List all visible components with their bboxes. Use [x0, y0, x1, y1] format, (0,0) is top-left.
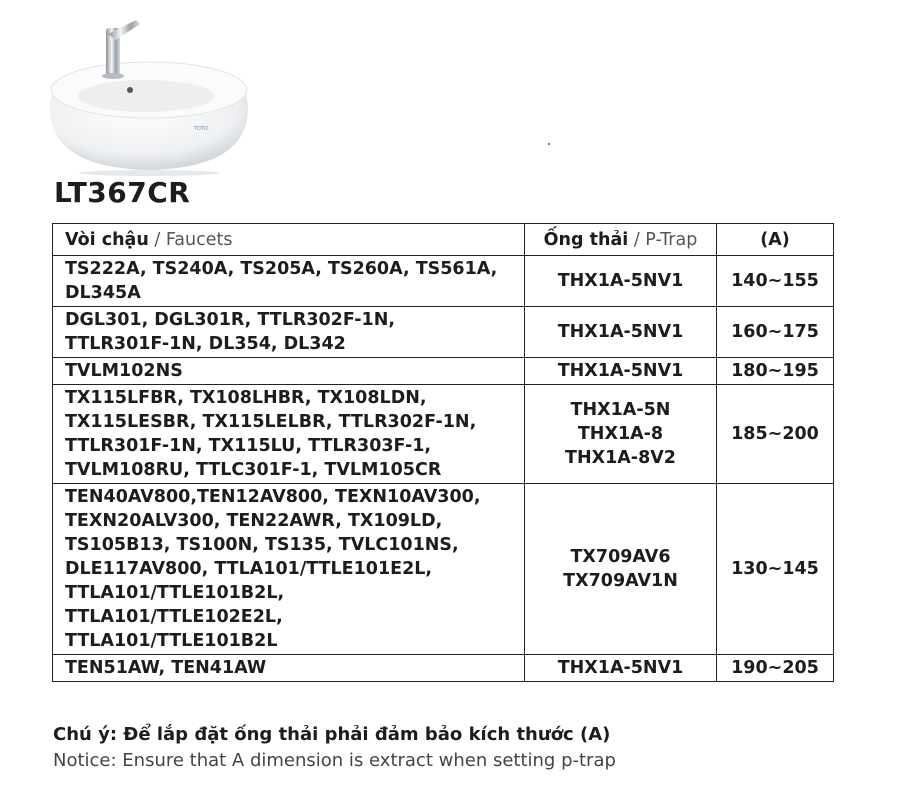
faucet-models-cell-line: TVLM102NS	[65, 361, 183, 381]
notice-english: Notice: Ensure that A dimension is extract when setting p-trap	[53, 750, 616, 771]
faucet-models-cell	[53, 358, 525, 385]
dimension-cell: 190~205	[717, 655, 834, 682]
header-dimension: (A)	[717, 224, 834, 256]
ptrap-cell	[525, 256, 717, 307]
ptrap-cell-line: TX709AV6	[570, 547, 671, 567]
table-row	[53, 655, 834, 682]
header-faucets: Vòi chậu / Faucets	[53, 224, 525, 256]
faucet-models-cell-line: TS222A, TS240A, TS205A, TS260A, TS561A,	[65, 259, 498, 279]
table-row	[53, 307, 834, 358]
faucet-models-cell	[53, 385, 525, 484]
header-ptrap: Ống thải / P-Trap	[525, 224, 717, 256]
ptrap-cell-line: THX1A-5NV1	[557, 322, 684, 342]
faucet-models-cell-line: TVLM108RU, TTLC301F-1, TVLM105CR	[65, 460, 442, 480]
notice-vietnamese: Chú ý: Để lắp đặt ống thải phải đảm bảo kích thước (A)	[53, 724, 611, 745]
faucet-models-cell	[53, 484, 525, 655]
faucet-models-cell-line: DL345A	[65, 283, 141, 303]
faucet-models-cell	[53, 655, 525, 682]
dimension-cell: 130~145	[717, 484, 834, 655]
model-title: LT367CR	[54, 176, 191, 209]
faucet-models-cell-line: TS105B13, TS100N, TS135, TVLC101NS,	[65, 535, 459, 555]
faucet-models-cell-line: DLE117AV800, TTLA101/TTLE101E2L,	[65, 559, 433, 579]
ptrap-cell	[525, 385, 717, 484]
faucet-models-cell-line: TTLR301F-1N, DL354, DL342	[65, 334, 346, 354]
stray-dot	[548, 143, 550, 145]
ptrap-cell	[525, 307, 717, 358]
ptrap-cell-line: THX1A-8V2	[565, 448, 676, 468]
ptrap-cell	[525, 484, 717, 655]
faucet-models-cell-line: TTLR301F-1N, TX115LU, TTLR303F-1,	[65, 436, 432, 456]
table-header-row	[53, 224, 834, 256]
ptrap-cell-line: THX1A-5NV1	[557, 361, 684, 381]
faucet-models-cell-line: TEN51AW, TEN41AW	[65, 658, 267, 678]
table-row	[53, 256, 834, 307]
ptrap-cell-line: THX1A-5NV1	[557, 271, 684, 291]
faucet-models-cell-line: TX115LFBR, TX108LHBR, TX108LDN,	[65, 388, 427, 408]
faucet-models-cell	[53, 307, 525, 358]
ptrap-cell-line: THX1A-8	[577, 424, 664, 444]
ptrap-cell	[525, 358, 717, 385]
washbasin-with-faucet-icon	[46, 18, 251, 176]
dimension-cell: 160~175	[717, 307, 834, 358]
dimension-cell: 185~200	[717, 385, 834, 484]
table-row	[53, 358, 834, 385]
ptrap-cell-line: THX1A-5NV1	[557, 658, 684, 678]
dimension-cell: 140~155	[717, 256, 834, 307]
dimension-cell: 180~195	[717, 358, 834, 385]
faucet-models-cell-line: TX115LESBR, TX115LELBR, TTLR302F-1N,	[65, 412, 477, 432]
compatibility-table	[52, 223, 834, 682]
ptrap-cell-line: TX709AV1N	[563, 571, 678, 591]
svg-text:TOTO: TOTO	[194, 126, 208, 132]
faucet-models-cell-line: TEN40AV800,TEN12AV800, TEXN10AV300,	[65, 487, 481, 507]
table-row	[53, 385, 834, 484]
faucet-models-cell-line: TTLA101/TTLE102E2L,	[65, 607, 283, 627]
faucet-models-cell	[53, 256, 525, 307]
ptrap-cell-line: THX1A-5N	[570, 400, 671, 420]
table-row	[53, 484, 834, 655]
notice	[53, 722, 616, 774]
faucet-models-cell-line: TTLA101/TTLE101B2L	[65, 631, 278, 651]
faucet-models-cell-line: DGL301, DGL301R, TTLR302F-1N,	[65, 310, 396, 330]
faucet-models-cell-line: TEXN20ALV300, TEN22AWR, TX109LD,	[65, 511, 443, 531]
ptrap-cell	[525, 655, 717, 682]
faucet-models-cell-line: TTLA101/TTLE101B2L,	[65, 583, 285, 603]
